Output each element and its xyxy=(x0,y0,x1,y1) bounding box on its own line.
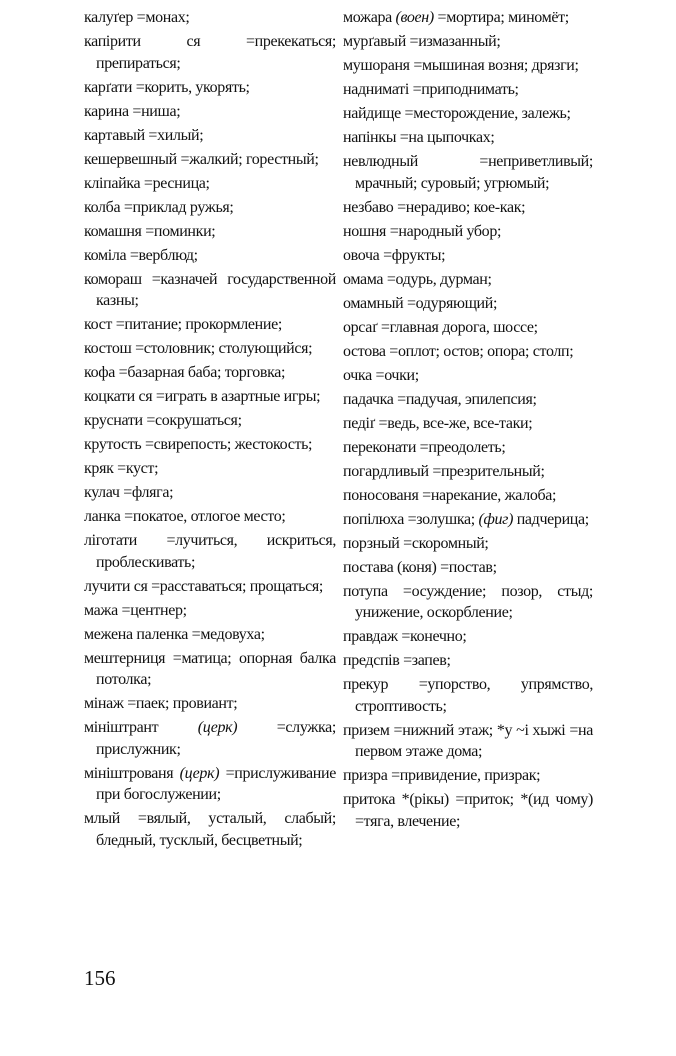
dictionary-entry: кешервешный =жалкий; горестный; xyxy=(84,150,319,168)
dictionary-entry: ношня =народный убор; xyxy=(343,222,502,240)
dictionary-entry: правдаж =конечно; xyxy=(343,628,467,645)
dictionary-entry: ланка =покатое, отлогое место; xyxy=(84,508,286,525)
dictionary-entry: коцкати ся =играть в азартные игры; xyxy=(84,388,321,405)
dictionary-entry: кліпайка =ресница; xyxy=(84,174,210,192)
dictionary-entry: надниматі =приподнимать; xyxy=(343,81,519,98)
dictionary-entry: овоча =фрукты; xyxy=(343,246,446,264)
dictionary-entry: комораш =казначей государственной казны; xyxy=(84,270,336,309)
dictionary-entry: капірити ся =прекекаться; препираться; xyxy=(84,33,336,72)
dictionary-entry: мушораня =мышиная возня; дрязги; xyxy=(343,57,579,74)
entry-text: попілюха =золушка; xyxy=(343,510,479,528)
dictionary-entry: педіґ =ведь, все-же, все-таки; xyxy=(343,414,533,432)
dictionary-entry: мештерниця =матица; опорная балка потолка; xyxy=(84,649,336,688)
dictionary-entry: мінаж =паек; провиант; xyxy=(84,695,238,712)
dictionary-entry xyxy=(84,717,336,760)
entry-text: мініштрант xyxy=(84,719,198,736)
dictionary-entry: погардливый =презрительный; xyxy=(343,462,545,480)
dictionary-entry: кулач =фляга; xyxy=(84,484,174,501)
dictionary-entry: призем =нижний этаж; *у ~і хыжі =на первом этаже дома; xyxy=(343,721,593,760)
usage-label: (церк) xyxy=(197,719,238,736)
dictionary-entry: межена паленка =медовуха; xyxy=(84,625,265,643)
dictionary-entry xyxy=(84,763,336,806)
left-column xyxy=(84,7,336,854)
dictionary-entry: кофа =базарная баба; торговка; xyxy=(84,364,286,381)
dictionary-entry: поносованя =нарекание, жалоба; xyxy=(343,486,557,504)
dictionary-entry: найдище =месторождение, залежь; xyxy=(343,105,571,122)
dictionary-entry: падачка =падучая, эпилепсия; xyxy=(343,390,537,408)
dictionary-entry: ліготати =лучиться, искриться, проблескивать; xyxy=(84,532,336,571)
dictionary-entry: переконати =преодолеть; xyxy=(343,438,506,456)
dictionary-entry xyxy=(343,7,593,29)
dictionary-entry: комашня =поминки; xyxy=(84,222,216,240)
dictionary-entry: калуґер =монах; xyxy=(84,9,190,26)
dictionary-entry: незбаво =нерадиво; кое-как; xyxy=(343,198,526,216)
dictionary-entry: омама =одурь, дурман; xyxy=(343,270,492,288)
dictionary-entry: кряк =куст; xyxy=(84,460,159,477)
dictionary-entry: остова =оплот; остов; опора; столп; xyxy=(343,342,574,360)
dictionary-entry: млый =вялый, усталый, слабый; бледный, тусклый, бесцветный; xyxy=(84,810,336,849)
dictionary-entry: кост =питание; прокормление; xyxy=(84,316,282,333)
entry-text: можара xyxy=(343,9,396,26)
usage-label: (церк) xyxy=(179,764,220,782)
dictionary-entry: карґати =корить, укорять; xyxy=(84,78,250,96)
dictionary-entry: орсаґ =главная дорога, шоссе; xyxy=(343,318,538,336)
dictionary-entry: костош =столовник; столующийся; xyxy=(84,340,313,357)
usage-label: (фиг) xyxy=(478,510,514,528)
usage-label: (воен) xyxy=(395,9,434,26)
dictionary-entry xyxy=(343,509,593,531)
dictionary-entry: порзный =скоромный; xyxy=(343,534,489,552)
page-number: 156 xyxy=(84,966,116,990)
right-column xyxy=(343,7,593,835)
dictionary-entry: напінкы =на цыпочках; xyxy=(343,129,495,146)
dictionary-entry: круснати =сокрушаться; xyxy=(84,412,242,429)
dictionary-entry: карина =ниша; xyxy=(84,102,181,120)
dictionary-entry: мурґавый =измазанный; xyxy=(343,33,501,50)
dictionary-entry: крутость =свирепость; жестокость; xyxy=(84,436,313,453)
entry-text: =служка; прислужник; xyxy=(96,719,336,758)
dictionary-entry: очка =очки; xyxy=(343,366,419,384)
dictionary-entry: невлюдный =неприветливый; мрачный; суровый; угрюмый; xyxy=(343,153,593,192)
dictionary-entry: колба =приклад ружья; xyxy=(84,198,234,216)
entry-text: =мортира; миномёт; xyxy=(433,9,569,26)
dictionary-entry: лучити ся =расставаться; прощаться; xyxy=(84,577,323,595)
dictionary-entry: постава (коня) =постав; xyxy=(343,558,497,576)
dictionary-entry: прекур =упорство, упрямство, строптивость; xyxy=(343,676,593,715)
dictionary-entry: предспів =запев; xyxy=(343,652,451,669)
entry-text: мініштрованя xyxy=(84,764,180,782)
dictionary-entry: коміла =верблюд; xyxy=(84,246,198,264)
dictionary-entry: мажа =центнер; xyxy=(84,601,187,619)
dictionary-entry: омамный =одуряющий; xyxy=(343,294,498,312)
dictionary-entry: призра =привидение, призрак; xyxy=(343,767,541,784)
entry-text: =прислуживание при богослужении; xyxy=(96,764,336,803)
dictionary-entry: потупа =осуждение; позор, стыд; унижение, оскорбление; xyxy=(343,582,593,621)
entry-text: падчерица; xyxy=(513,510,589,528)
dictionary-entry: притока *(рікы) =приток; *(ид чому) =тяга, влечение; xyxy=(343,791,593,830)
dictionary-entry: картавый =хилый; xyxy=(84,126,204,144)
